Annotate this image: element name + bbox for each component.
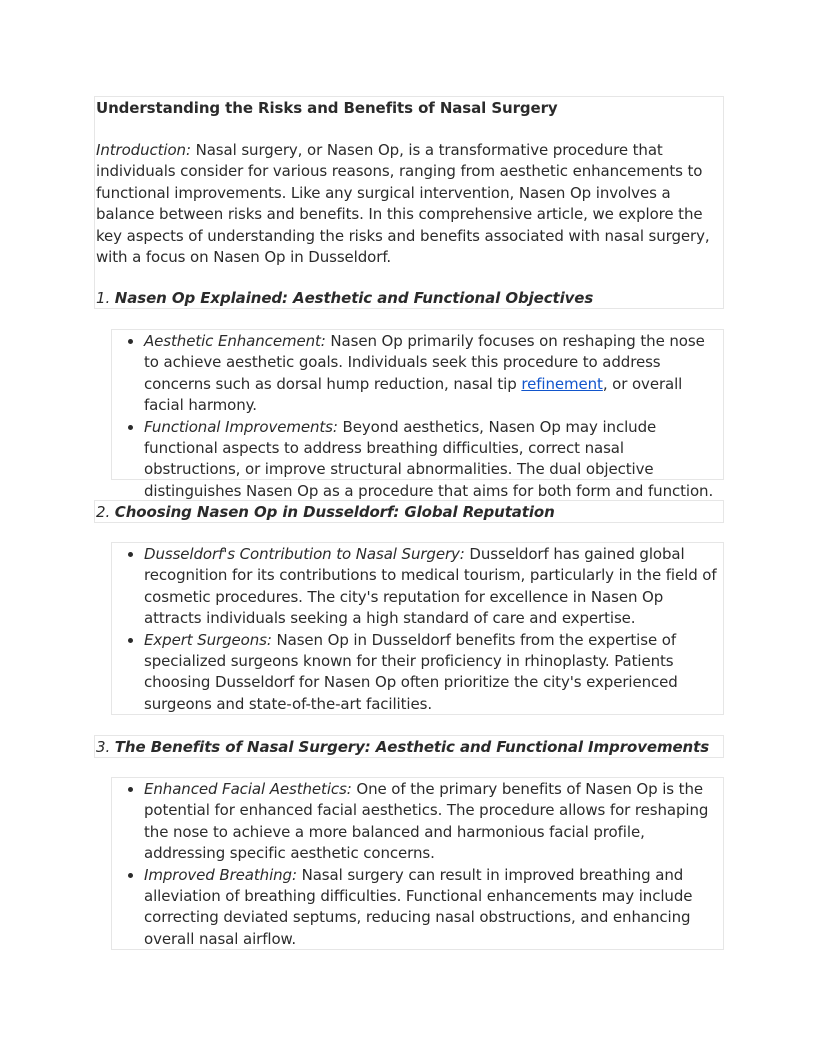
- list-item: [144, 331, 720, 417]
- item-label: Expert Surgeons:: [144, 630, 272, 649]
- intro-paragraph: [96, 140, 724, 268]
- item-label: Improved Breathing:: [144, 865, 297, 884]
- item-label: Dusseldorf's Contribution to Nasal Surgery:: [144, 545, 465, 563]
- section-2-list: [112, 544, 720, 715]
- section-3-list: [112, 779, 720, 950]
- section-2-number: 2.: [96, 503, 111, 521]
- list-item: [144, 630, 720, 716]
- item-label: Aesthetic Enhancement:: [144, 332, 326, 350]
- page-title: Understanding the Risks and Benefits of Nasal Surgery: [96, 99, 558, 117]
- section-1-heading-text: Nasen Op Explained: Aesthetic and Functional Objectives: [114, 289, 594, 307]
- list-item: [144, 865, 720, 951]
- item-text: Nasen Op in Dusseldorf benefits from the expertise of specialized surgeons known for their proficiency in rhinoplasty. Patients choosing Dusseldorf for Nasen Op often prioritize the city's experienced surgeons and state-of-the-art facilities.: [144, 630, 678, 713]
- intro-text: Nasal surgery, or Nasen Op, is a transformative procedure that individuals consider for various reasons, ranging from aesthetic enhancements to functional improvements. Like any surgical intervention, Nasen Op involves a balance between risks and benefits. In this comprehensive article, we explore the key aspects of understanding the risks and benefits associated with nasal surgery, with a focus on Nasen Op in Dusseldorf.: [96, 141, 710, 267]
- item-text: Beyond aesthetics, Nasen Op may include functional aspects to address breathing difficulties, correct nasal obstructions, or improve structural abnormalities. The dual objective distinguishes Nasen Op as a procedure that aims for both form and function.: [144, 417, 714, 500]
- item-label: Functional Improvements:: [144, 417, 338, 436]
- refinement-link[interactable]: refinement: [521, 374, 603, 393]
- section-1-list: [112, 331, 720, 502]
- list-item: [144, 779, 720, 865]
- item-text: Nasen Op primarily focuses on reshaping the nose to achieve aesthetic goals. Individuals seek this procedure to address concerns such as dorsal hump reduction, nasal tip: [144, 332, 705, 393]
- intro-label: Introduction:: [96, 141, 191, 159]
- section-3-number: 3.: [96, 738, 111, 756]
- list-item: [144, 417, 720, 503]
- item-text: , or overall facial harmony.: [144, 374, 683, 415]
- section-1-number: 1.: [96, 289, 111, 307]
- item-text: One of the primary benefits of Nasen Op is the potential for enhanced facial aesthetics. The procedure allows for reshaping the nose to achieve a more balanced and harmonious facial profile, addressing specific aesthetic concerns.: [144, 780, 709, 863]
- section-2-heading: [96, 502, 555, 523]
- section-2-heading-text: Choosing Nasen Op in Dusseldorf: Global Reputation: [114, 503, 555, 521]
- section-3-heading-text: The Benefits of Nasal Surgery: Aesthetic and Functional Improvements: [114, 738, 710, 756]
- list-item: [144, 544, 720, 630]
- item-text: Dusseldorf has gained global recognition for its contributions to medical tourism, particularly in the field of cosmetic procedures. The city's reputation for excellence in Nasen Op attracts individuals seeking a high standard of care and expertise.: [144, 545, 717, 628]
- item-label: Enhanced Facial Aesthetics:: [144, 780, 352, 798]
- section-1-heading: [96, 288, 593, 309]
- item-text: Nasal surgery can result in improved breathing and alleviation of breathing difficulties. Functional enhancements may include correcting deviated septums, reducing nasal obstructions, and enhancing overall nasal airflow.: [144, 865, 693, 948]
- section-3-heading: [96, 737, 709, 758]
